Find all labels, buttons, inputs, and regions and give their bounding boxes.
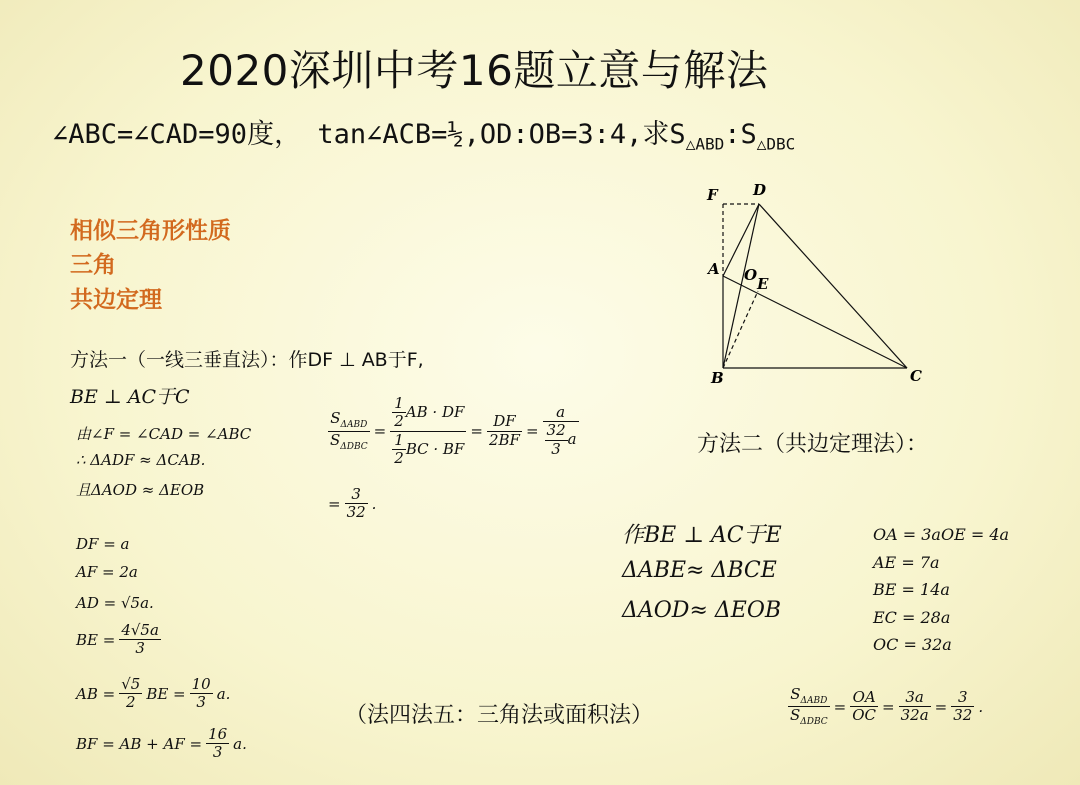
- step-ab: AB = $\frac{√5}{2}$ BE = $\frac{10}{3}$ a.: [76, 675, 231, 712]
- label-c: C: [910, 367, 922, 385]
- method2-value-oc: OC = 32a: [873, 635, 952, 654]
- method2-value-be: BE = 14a: [873, 580, 950, 599]
- method2-value-ec: EC = 28a: [873, 608, 951, 627]
- method2-value-oa-oe: OA = 3aOE = 4a: [873, 525, 1010, 544]
- segment-dc: [759, 204, 907, 368]
- step-af: AF = 2a: [76, 563, 138, 581]
- tag-trigonometry: 三角: [70, 252, 116, 278]
- segment-bd: [723, 204, 759, 368]
- step-be: BE = $\frac{4√5a}{3}$: [76, 621, 159, 658]
- label-d: D: [753, 181, 767, 199]
- method2-line-2: ΔABE≈ ΔBCE: [622, 558, 777, 583]
- step-df: DF = a: [76, 535, 130, 553]
- method2-line-1: 作BE ⊥ AC于E: [622, 523, 782, 548]
- segment-be: [723, 291, 758, 368]
- label-f: F: [707, 186, 718, 204]
- page-title: 2020深圳中考16题立意与解法: [180, 46, 769, 95]
- method1-construction: BE ⊥ AC于C: [70, 386, 190, 408]
- label-o: O: [744, 266, 758, 284]
- label-e: E: [757, 275, 769, 293]
- label-a: A: [708, 260, 720, 278]
- method2-heading: 方法二（共边定理法）：: [697, 432, 929, 457]
- method1-heading: 方法一（一线三垂直法）：作DF ⊥ AB于F,: [70, 349, 424, 371]
- label-b: B: [711, 369, 724, 387]
- method2-line-3: ΔAOD≈ ΔEOB: [622, 598, 782, 623]
- method2-final-ratio: $\frac{S_{\Delta ABD}}{S_{\Delta DBC}}$ = $\frac{OA}{OC}$ = $\frac{3a}{32a}$ = $\frac{3}{32}$ .: [790, 685, 984, 728]
- tag-common-side-theorem: 共边定理: [70, 287, 162, 313]
- geometry-diagram: [695, 178, 940, 393]
- problem-statement: ∠ABC=∠CAD=90度， tan∠ACB=½,OD:OB=3:4,求$S_{\triangle ABD}:S_{\triangle DBC}$: [52, 119, 796, 154]
- methods-note: （法四法五：三角法或面积法）: [345, 703, 654, 728]
- tag-similar-triangles: 相似三角形性质: [70, 218, 231, 244]
- method1-ratio-formula: $\frac{S_{\Delta ABD}}{S_{\Delta DBC}}$ = $\frac{1}{2}$ AB · DF $\frac{1}{2}$ BC · BF = $\frac{DF}{2BF}$ = a $\frac{32}{3}$ a: [330, 394, 577, 467]
- method2-value-ae: AE = 7a: [873, 553, 940, 572]
- step-bf: BF = AB + AF = $\frac{16}{3}$ a.: [76, 725, 247, 762]
- method1-reason-1: 由∠F = ∠CAD = ∠ABC: [76, 425, 252, 443]
- method1-ratio-result: = $\frac{3}{32}$ .: [328, 485, 377, 522]
- segment-ac: [723, 276, 907, 368]
- method1-reason-3: 且ΔAOD ≈ ΔEOB: [76, 481, 205, 499]
- method1-reason-2: ∴ ΔADF ≈ ΔCAB.: [76, 451, 206, 469]
- step-ad: AD = √5a.: [76, 594, 154, 612]
